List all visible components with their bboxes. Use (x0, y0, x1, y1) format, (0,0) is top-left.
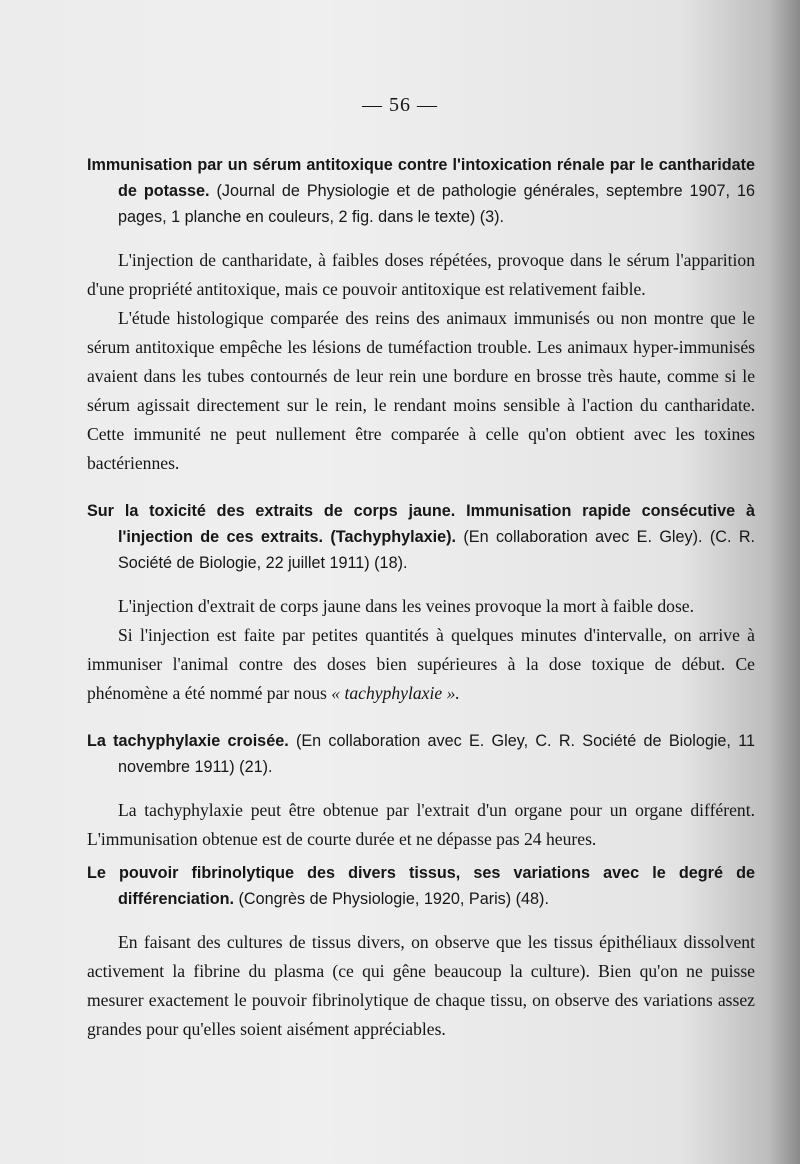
page-number: — 56 — (362, 94, 438, 116)
entry-2-paragraph-2 (87, 621, 755, 708)
entry-title-1-heading: Immunisation par un sérum antitoxique contre l'intoxication rénale par le cantharidate de potasse. (87, 156, 755, 200)
entry-title-4-heading: Le pouvoir fibrinolytique des divers tissus, ses variations avec le degré de différenciation. (87, 864, 755, 908)
tachyphylaxie-term: « tachyphylaxie ». (331, 683, 460, 703)
entry-title-4-reference: (Congrès de Physiologie, 1920, Paris) (48). (234, 890, 549, 908)
entry-3-paragraph-1: La tachyphylaxie peut être obtenue par l'extrait d'un organe pour un organe différent. L'immunisation obtenue est de courte durée et ne dépasse pas 24 heures. (87, 800, 755, 849)
entry-2-paragraph-2-text: Si l'injection est faite par petites quantités à quelques minutes d'intervalle, on arrive à immuniser l'animal contre des doses bien supérieures à la dose toxique de début. Ce phénomène a été nommé par nous (87, 625, 755, 703)
entry-4-paragraph-1: En faisant des cultures de tissus divers, on observe que les tissus épithéliaux dissolvent activement la fibrine du plasma (ce qui gêne beaucoup la culture). Bien qu'on ne puisse mesurer exactement le pouvoir fibrinolytique de chaque tissu, on observe des variations assez grandes pour qu'elles soient aisément appréciables. (87, 932, 755, 1039)
entry-title-1-reference: (Journal de Physiologie et de pathologie générales, septembre 1907, 16 pages, 1 planche en couleurs, 2 fig. dans le texte) (3). (118, 182, 755, 226)
entry-1-paragraph-1: L'injection de cantharidate, à faibles doses répétées, provoque dans le sérum l'apparition d'une propriété antitoxique, mais ce pouvoir antitoxique est relativement faible. (87, 250, 755, 299)
entry-title-2-reference: (En collaboration avec E. Gley). (C. R. Société de Biologie, 22 juillet 1911) (18). (118, 528, 756, 572)
entry-title-2 (87, 498, 755, 576)
entry-title-3-heading: La tachyphylaxie croisée. (87, 732, 289, 750)
entry-title-3-reference: (En collaboration avec E. Gley, C. R. Société de Biologie, 11 novembre 1911) (21). (118, 732, 755, 776)
entry-title-1 (87, 152, 755, 230)
entry-title-2-heading: Sur la toxicité des extraits de corps jaune. Immunisation rapide consécutive à l'injection de ces extraits. (Tachyphylaxie). (87, 502, 755, 546)
entry-title-4 (87, 860, 755, 912)
entry-title-3 (87, 728, 755, 780)
page-content (87, 152, 755, 1044)
entry-1-paragraph-2: L'étude histologique comparée des reins des animaux immunisés ou non montre que le sérum antitoxique empêche les lésions de tuméfaction trouble. Les animaux hyper-immunisés avaient dans les tubes contournés de leur rein une bordure en brosse très haute, comme si le sérum agissait directement sur le rein, le rendant moins sensible à l'action du cantharidate. Cette immunité ne peut nullement être comparée à celle qu'on obtient avec les toxines bactériennes. (87, 308, 755, 473)
entry-2-paragraph-1: L'injection d'extrait de corps jaune dans les veines provoque la mort à faible dose. (118, 596, 694, 616)
